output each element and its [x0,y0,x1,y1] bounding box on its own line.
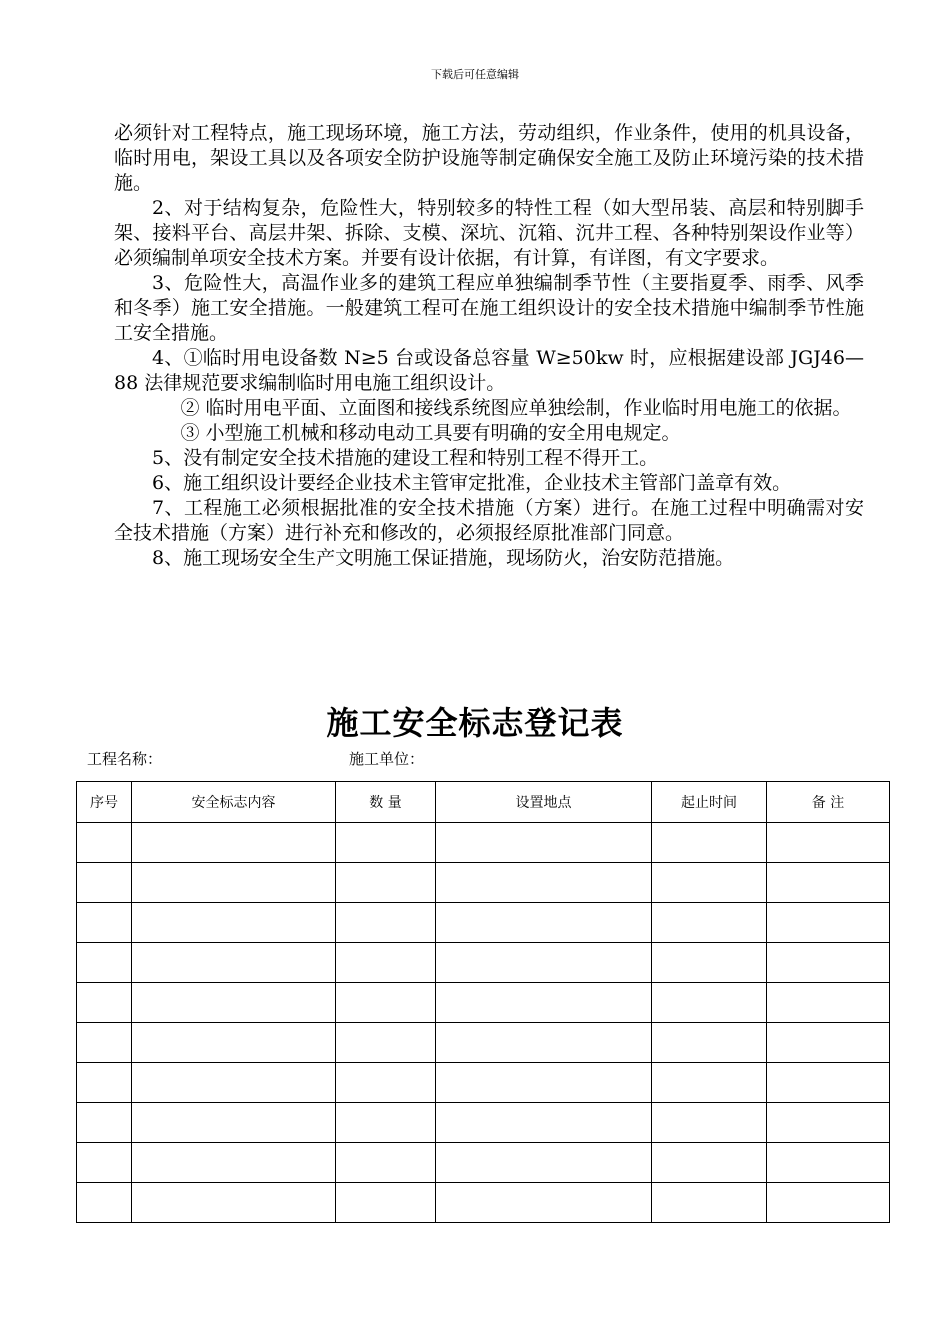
paragraph-item-7: 7、工程施工必须根据批准的安全技术措施（方案）进行。在施工过程中明确需对安全技术措施（方案）进行补充和修改的，必须报经原批准部门同意。 [114,497,864,544]
table-cell[interactable] [132,1103,336,1143]
table-row [77,1143,890,1183]
table-cell[interactable] [436,823,652,863]
table-cell[interactable] [77,1023,132,1063]
paragraph-item-4-3: ③ 小型施工机械和移动电动工具要有明确的安全用电规定。 [180,422,681,444]
table-row [77,863,890,903]
table-cell[interactable] [436,863,652,903]
table-cell[interactable] [77,903,132,943]
table-cell[interactable] [336,1063,436,1103]
table-cell[interactable] [336,1143,436,1183]
table-cell[interactable] [77,863,132,903]
paragraph-item-4-2: ② 临时用电平面、立面图和接线系统图应单独绘制，作业临时用电施工的依据。 [180,397,852,419]
table-row [77,823,890,863]
table-cell[interactable] [132,1183,336,1223]
table-cell[interactable] [767,1143,890,1183]
table-cell[interactable] [436,1103,652,1143]
table-row [77,1183,890,1223]
table-row [77,903,890,943]
table-cell[interactable] [652,943,767,983]
table-cell[interactable] [436,1143,652,1183]
column-header-quantity: 数 量 [336,782,436,823]
table-cell[interactable] [652,823,767,863]
table-cell[interactable] [132,1143,336,1183]
table-cell[interactable] [336,863,436,903]
table-cell[interactable] [436,903,652,943]
table-cell[interactable] [336,1103,436,1143]
paragraph-item-3: 3、危险性大，高温作业多的建筑工程应单独编制季节性（主要指夏季、雨季、风季和冬季）施工安全措施。一般建筑工程可在施工组织设计的安全技术措施中编制季节性施工安全措施。 [114,272,864,344]
table-cell[interactable] [767,1023,890,1063]
table-cell[interactable] [336,983,436,1023]
table-cell[interactable] [767,903,890,943]
table-cell[interactable] [132,1063,336,1103]
table-cell[interactable] [77,1103,132,1143]
form-title: 施工安全标志登记表 [326,704,624,742]
table-cell[interactable] [652,903,767,943]
project-name-label: 工程名称： [87,750,163,768]
table-row [77,943,890,983]
column-header-index: 序号 [77,782,132,823]
table-cell[interactable] [436,1023,652,1063]
paragraph-item-2: 2、对于结构复杂，危险性大，特别较多的特性工程（如大型吊装、高层和特别脚手架、接料平台、高层井架、拆除、支模、深坑、沉箱、沉井工程、各种特别架设作业等）必须编制单项安全技术方案。并要有设计依据，有计算，有详图，有文字要求。 [114,197,864,269]
table-header-row [77,782,890,823]
table-row [77,983,890,1023]
table-cell[interactable] [767,1103,890,1143]
form-meta-row [87,748,787,772]
table-cell[interactable] [652,1023,767,1063]
table-cell[interactable] [767,943,890,983]
table-cell[interactable] [767,983,890,1023]
table-cell[interactable] [77,1063,132,1103]
paragraph-item-5: 5、没有制定安全技术措施的建设工程和特别工程不得开工。 [152,447,659,469]
table-cell[interactable] [767,863,890,903]
table-cell[interactable] [767,1183,890,1223]
table-cell[interactable] [652,1103,767,1143]
table-cell[interactable] [436,1063,652,1103]
table-cell[interactable] [336,823,436,863]
table-row [77,1023,890,1063]
construction-unit-label: 施工单位： [349,750,425,768]
table-cell[interactable] [132,943,336,983]
table-cell[interactable] [652,863,767,903]
table-cell[interactable] [436,943,652,983]
table-cell[interactable] [652,983,767,1023]
table-cell[interactable] [767,823,890,863]
table-cell[interactable] [77,983,132,1023]
table-cell[interactable] [336,943,436,983]
header-note: 下载后可任意编辑 [431,68,519,81]
paragraph-item-6: 6、施工组织设计要经企业技术主管审定批准，企业技术主管部门盖章有效。 [152,472,792,494]
table-cell[interactable] [336,1023,436,1063]
table-cell[interactable] [652,1183,767,1223]
table-cell[interactable] [132,1023,336,1063]
paragraph-intro: 必须针对工程特点，施工现场环境，施工方法，劳动组织，作业条件，使用的机具设备，临时用电，架设工具以及各项安全防护设施等制定确保安全施工及防止环境污染的技术措施。 [114,122,864,194]
table-cell[interactable] [436,983,652,1023]
table-cell[interactable] [77,1143,132,1183]
table-cell[interactable] [132,983,336,1023]
table-cell[interactable] [132,903,336,943]
paragraph-item-4: 4、①临时用电设备数 N≥5 台或设备总容量 W≥50kw 时，应根据建设部 JGJ46—88 法律规范要求编制临时用电施工组织设计。 [114,347,864,394]
column-header-sign-content: 安全标志内容 [132,782,336,823]
table-cell[interactable] [652,1063,767,1103]
table-row [77,1103,890,1143]
table-cell[interactable] [77,823,132,863]
table-cell[interactable] [77,1183,132,1223]
table-row [77,1063,890,1103]
body-text [114,121,864,571]
safety-sign-register-table [76,781,890,1223]
column-header-location: 设置地点 [436,782,652,823]
table-cell[interactable] [132,823,336,863]
column-header-period: 起止时间 [652,782,767,823]
table-cell[interactable] [132,863,336,903]
table-cell[interactable] [436,1183,652,1223]
table-cell[interactable] [336,1183,436,1223]
column-header-remarks: 备 注 [767,782,890,823]
table-cell[interactable] [767,1063,890,1103]
table-cell[interactable] [652,1143,767,1183]
table-body [77,823,890,1223]
paragraph-item-8: 8、施工现场安全生产文明施工保证措施，现场防火，治安防范措施。 [152,547,735,569]
table-cell[interactable] [77,943,132,983]
table-cell[interactable] [336,903,436,943]
